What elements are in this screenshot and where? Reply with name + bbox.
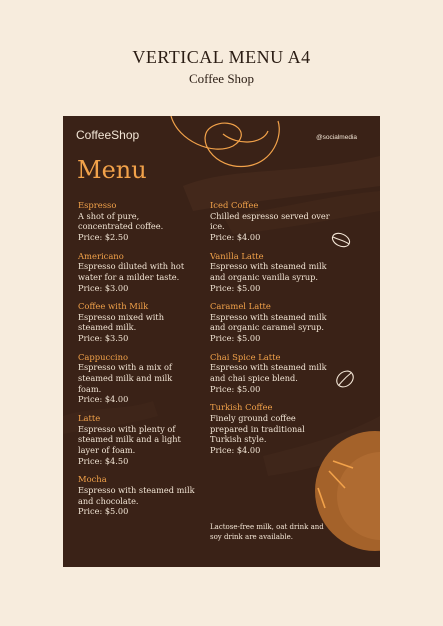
menu-title: Menu — [77, 156, 147, 184]
menu-item — [78, 474, 196, 517]
social-handle: @socialmedia — [316, 134, 357, 141]
menu-item-price: Price: $5.00 — [210, 282, 261, 293]
menu-item-name: Iced Coffee — [210, 200, 259, 210]
coffee-bean-icon — [330, 231, 351, 249]
page-subtitle: Coffee Shop — [188, 71, 255, 86]
menu-item-name: Chai Spice Latte — [210, 351, 281, 362]
menu-item-price: Price: $5.00 — [210, 383, 261, 394]
menu-item — [78, 301, 196, 344]
menu-item-name: Caramel Latte — [210, 301, 271, 312]
menu-item-description: Espresso diluted with hot water for a milder taste. — [78, 261, 185, 282]
menu-item-name: Coffee with Milk — [78, 301, 149, 312]
menu-item-description: Espresso with steamed milk and chocolate. — [78, 484, 195, 506]
menu-item-price: Price: $4.00 — [210, 231, 261, 242]
menu-item-description: Finely ground coffee prepared in traditional Turkish style. — [210, 412, 305, 445]
menu-item-description: Espresso with steamed milk and chai spice blend. — [210, 362, 327, 384]
menu-item-description: Espresso mixed with steamed milk. — [78, 311, 164, 333]
menu-item-price: Price: $3.00 — [78, 282, 129, 293]
swirl-line-art — [171, 116, 279, 166]
menu-item — [210, 301, 332, 344]
menu-item — [78, 251, 196, 294]
menu-card — [63, 116, 380, 567]
menu-item — [78, 200, 196, 243]
menu-item-name: Vanilla Latte — [210, 250, 264, 261]
menu-item — [78, 352, 196, 405]
menu-item-price: Price: $3.50 — [78, 333, 129, 344]
menu-item-price: Price: $4.00 — [78, 394, 129, 405]
menu-item-description: Espresso with plenty of steamed milk and a light layer of foam. — [78, 423, 181, 456]
menu-item-name: Latte — [78, 413, 101, 424]
menu-item — [210, 402, 332, 455]
menu-column-left — [78, 200, 196, 517]
menu-item-name: Cappuccino — [78, 351, 129, 362]
menu-item-price: Price: $5.00 — [210, 333, 261, 344]
menu-item-price: Price: $2.50 — [78, 231, 129, 242]
menu-item-price: Price: $4.50 — [78, 455, 129, 466]
menu-item-description: Espresso with steamed milk and organic caramel syrup. — [210, 311, 327, 333]
menu-item-name: Turkish Coffee — [210, 402, 273, 413]
menu-item-description: Chilled espresso served over ice. — [210, 210, 330, 232]
milk-options-note: Lactose-free milk, oat drink and soy drink are available. — [210, 523, 324, 541]
page-title: VERTICAL MENU A4 — [132, 47, 311, 67]
menu-item — [210, 200, 332, 243]
menu-item — [210, 352, 332, 395]
menu-item-price: Price: $4.00 — [210, 445, 261, 456]
menu-item-name: Mocha — [78, 474, 107, 485]
menu-column-right — [210, 200, 332, 456]
menu-item-name: Espresso — [78, 200, 117, 210]
menu-item-name: Americano — [78, 250, 124, 261]
menu-item — [210, 251, 332, 294]
menu-item — [78, 413, 196, 466]
coffee-bean-icon — [334, 368, 357, 390]
menu-item-description: Espresso with steamed milk and organic vanilla syrup. — [210, 261, 327, 282]
brand-logo-text: CoffeeShop — [76, 128, 140, 142]
menu-item-description: A shot of pure, concentrated coffee. — [78, 210, 164, 232]
menu-item-price: Price: $5.00 — [78, 506, 129, 517]
menu-item-description: Espresso with a mix of steamed milk and milk foam. — [78, 362, 173, 394]
